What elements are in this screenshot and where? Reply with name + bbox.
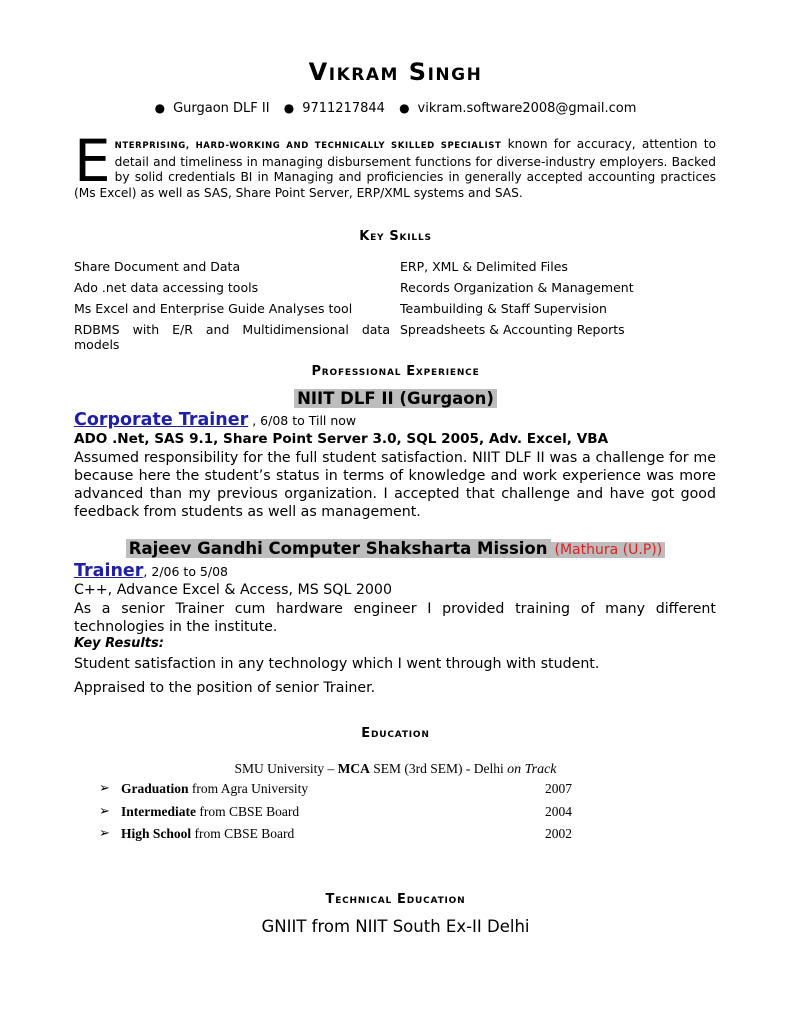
skill-item: Share Document and Data <box>74 259 241 274</box>
experience-heading: PROFESSIONAL EXPERIENCE <box>311 364 480 379</box>
bullet-icon: ● <box>154 101 166 115</box>
arrow-bullet-icon: ➢ <box>99 803 110 818</box>
skill-item: RDBMS with E/R and Multidimensional data models <box>74 322 390 352</box>
arrow-bullet-icon: ➢ <box>99 780 110 795</box>
key-result-item: Student satisfaction in any technology which I went through with student. <box>74 656 600 672</box>
education-heading: EDUCATION <box>361 726 430 741</box>
skills-row <box>74 301 716 316</box>
skill-item: ERP, XML & Delimited Files <box>400 259 568 274</box>
skill-item: Spreadsheets & Accounting Reports <box>400 322 625 337</box>
job2-dates: , 2/06 to 5/08 <box>143 564 229 579</box>
technical-education-heading: TECHNICAL EDUCATION <box>325 892 466 907</box>
location: Gurgaon DLF II <box>173 101 270 116</box>
phone: 9711217844 <box>302 101 385 116</box>
key-results-label: Key Results: <box>74 636 164 651</box>
skill-item: Records Organization & Management <box>400 280 634 295</box>
job1-title: Corporate Trainer <box>74 410 249 430</box>
email: vikram.software2008@gmail.com <box>417 101 637 116</box>
bullet-icon: ● <box>283 101 295 115</box>
job2-description: As a senior Trainer cum hardware engineer I provided training of many different technologies in the institute. <box>74 601 716 635</box>
summary-lead: NTERPRISING, HARD-WORKING AND TECHNICALLY SKILLED SPECIALIST <box>114 141 502 151</box>
candidate-name: VIKRAM SINGH <box>308 58 483 86</box>
key-skills-heading: KEY SKILLS <box>359 229 432 244</box>
bullet-icon: ● <box>399 101 410 115</box>
job2-company-line <box>0 539 791 558</box>
skill-item: Ado .net data accessing tools <box>74 280 259 295</box>
skills-row <box>74 259 716 274</box>
drop-cap: E <box>74 127 111 195</box>
summary-paragraph <box>74 127 716 201</box>
technical-education-text: GNIIT from NIIT South Ex-II Delhi <box>261 917 530 936</box>
job2-tech: C++, Advance Excel & Access, MS SQL 2000 <box>74 582 392 598</box>
key-result-item: Appraised to the position of senior Trainer. <box>74 680 376 696</box>
job1-dates: , 6/08 to Till now <box>248 413 357 428</box>
job2-title-line <box>74 561 716 581</box>
job1-company-line <box>0 389 791 408</box>
contact-line <box>0 101 791 116</box>
job1-title-line <box>74 410 716 430</box>
skills-table <box>74 259 716 358</box>
skills-row <box>74 322 716 352</box>
summary-text: known for accuracy, attention to detail and timeliness in managing disbursement functions for diverse-industry employers. Backed by solid credentials BI in Managing and proficiencies in generally accepted accounting practices (Ms Excel) as well as SAS, Share Point Server, ERP/XML systems and SAS. <box>74 137 716 200</box>
job2-location: (Mathura (U.P)) <box>551 542 666 558</box>
job2-company: Rajeev Gandhi Computer Shaksharta Mission <box>126 539 551 558</box>
skills-row <box>74 280 716 295</box>
job2-title: Trainer <box>74 561 144 581</box>
education-current: SMU University – MCA SEM (3rd SEM) - Delhi on Track <box>234 761 557 777</box>
job1-description: Assumed responsibility for the full student satisfaction. NIIT DLF II was a challenge for me because here the student’s status in terms of knowledge and work experience was more advanced than my previous organization. I accepted that challenge and have got good feedback from students as well as management. <box>74 450 716 520</box>
job1-company: NIIT DLF II (Gurgaon) <box>294 389 497 408</box>
job1-tech: ADO .Net, SAS 9.1, Share Point Server 3.0, SQL 2005, Adv. Excel, VBA <box>74 431 609 447</box>
skill-item: Teambuilding & Staff Supervision <box>400 301 607 316</box>
skill-item: Ms Excel and Enterprise Guide Analyses tool <box>74 301 353 316</box>
arrow-bullet-icon: ➢ <box>99 825 110 840</box>
